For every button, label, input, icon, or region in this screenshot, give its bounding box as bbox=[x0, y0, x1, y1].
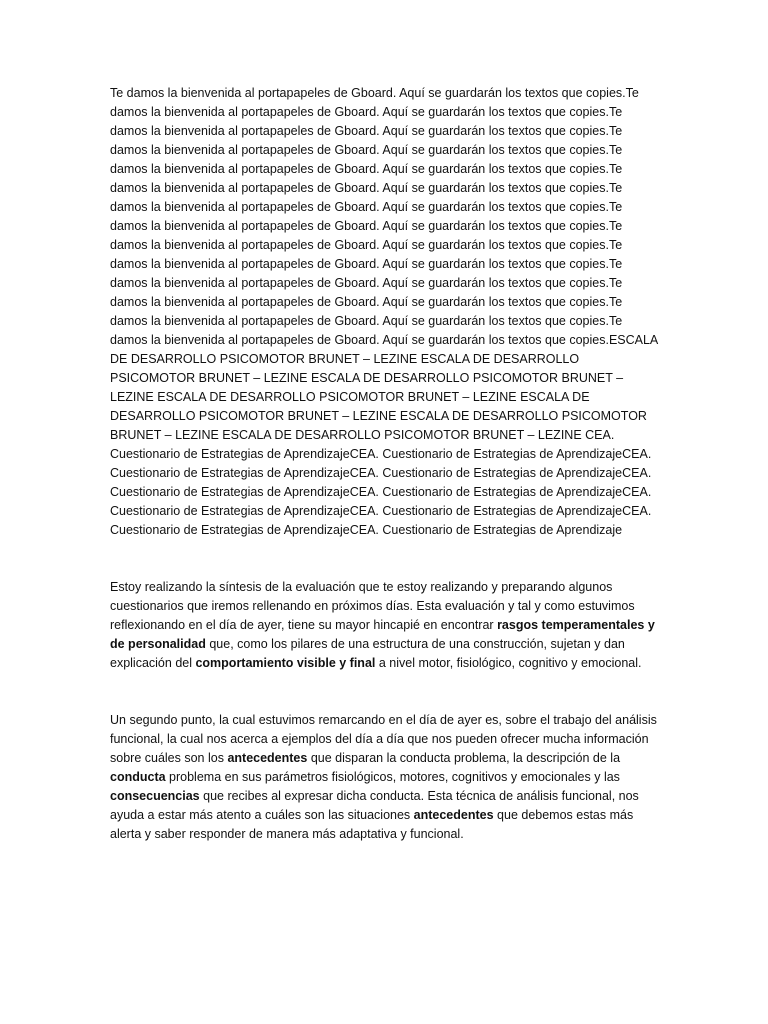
bold-text-run: antecedentes bbox=[413, 808, 494, 822]
text-run: que recibes al expresar dicha conducta. Esta técnica de análisis funcional, nos ayuda a estar más atento a cuáles son las situaciones bbox=[110, 789, 639, 822]
bold-text-run: antecedentes bbox=[227, 751, 308, 765]
paragraph-clipboard-text: Te damos la bienvenida al portapapeles de Gboard. Aquí se guardarán los textos que copies.Te damos la bienvenida al portapapeles de Gboard. Aquí se guardarán los textos que copies.Te damos la bienvenida al portapapeles de Gboard. Aquí se guardarán los textos que copies.Te damos la bienvenida al portapapeles de Gboard. Aquí se guardarán los textos que copies.Te damos la bienvenida al portapapeles de Gboard. Aquí se guardarán los textos que copies.Te damos la bienvenida al portapapeles de Gboard. Aquí se guardarán los textos que copies.Te damos la bienvenida al portapapeles de Gboard. Aquí se guardarán los textos que copies.Te damos la bienvenida al portapapeles de Gboard. Aquí se guardarán los textos que copies.Te damos la bienvenida al portapapeles de Gboard. Aquí se guardarán los textos que copies.Te damos la bienvenida al portapapeles de Gboard. Aquí se guardarán los textos que copies.Te damos la bienvenida al portapapeles de Gboard. Aquí se guardarán los textos que copies.Te damos la bienvenida al portapapeles de Gboard. Aquí se guardarán los textos que copies.Te damos la bienvenida al portapapeles de Gboard. Aquí se guardarán los textos que copies.Te damos la bienvenida al portapapeles de Gboard. Aquí se guardarán los textos que copies.ESCALA DE DESARROLLO PSICOMOTOR BRUNET – LEZINE ESCALA DE DESARROLLO PSICOMOTOR BRUNET – LEZINE ESCALA DE DESARROLLO PSICOMOTOR BRUNET – LEZINE ESCALA DE DESARROLLO PSICOMOTOR BRUNET – LEZINE ESCALA DE DESARROLLO PSICOMOTOR BRUNET – LEZINE ESCALA DE DESARROLLO PSICOMOTOR BRUNET – LEZINE ESCALA DE DESARROLLO PSICOMOTOR BRUNET – LEZINE CEA. Cuestionario de Estrategias de AprendizajeCEA. Cuestionario de Estrategias de AprendizajeCEA. Cuestionario de Estrategias de AprendizajeCEA. Cuestionario de Estrategias de AprendizajeCEA. Cuestionario de Estrategias de AprendizajeCEA. Cuestionario de Estrategias de AprendizajeCEA. Cuestionario de Estrategias de AprendizajeCEA. Cuestionario de Estrategias de AprendizajeCEA. Cuestionario de Estrategias de AprendizajeCEA. Cuestionario de Estrategias de Aprendizaje bbox=[110, 86, 658, 537]
text-run: que debemos estas más alerta y saber responder de manera más adaptativa y funcional. bbox=[110, 808, 634, 841]
bold-text-run: rasgos temperamentales y de personalidad bbox=[110, 618, 655, 651]
text-run: problema en sus parámetros fisiológicos, motores, cognitivos y emocionales y las bbox=[165, 770, 620, 784]
text-run: que disparan la conducta problema, la descripción de la bbox=[307, 751, 621, 765]
bold-text-run: consecuencias bbox=[110, 789, 200, 803]
paragraph-evaluation-synthesis bbox=[110, 578, 658, 673]
bold-text-run: conducta bbox=[110, 770, 166, 784]
paragraph-functional-analysis bbox=[110, 711, 658, 844]
text-run: Un segundo punto, la cual estuvimos remarcando en el día de ayer es, sobre el trabajo del análisis funcional, la cual nos acerca a ejemplos del día a día que nos pueden ofrecer mucha información sobre cuáles son los bbox=[110, 713, 657, 765]
text-run: a nivel motor, fisiológico, cognitivo y emocional. bbox=[375, 656, 642, 670]
bold-text-run: comportamiento visible y final bbox=[195, 656, 376, 670]
text-run: que, como los pilares de una estructura de una construcción, sujetan y dan explicación del bbox=[110, 637, 625, 670]
text-run: Estoy realizando la síntesis de la evaluación que te estoy realizando y preparando algunos cuestionarios que iremos rellenando en próximos días. Esta evaluación y tal y como estuvimos reflexionando en el día de ayer, tiene su mayor hincapié en encontrar bbox=[110, 580, 635, 632]
document-page bbox=[110, 84, 658, 844]
